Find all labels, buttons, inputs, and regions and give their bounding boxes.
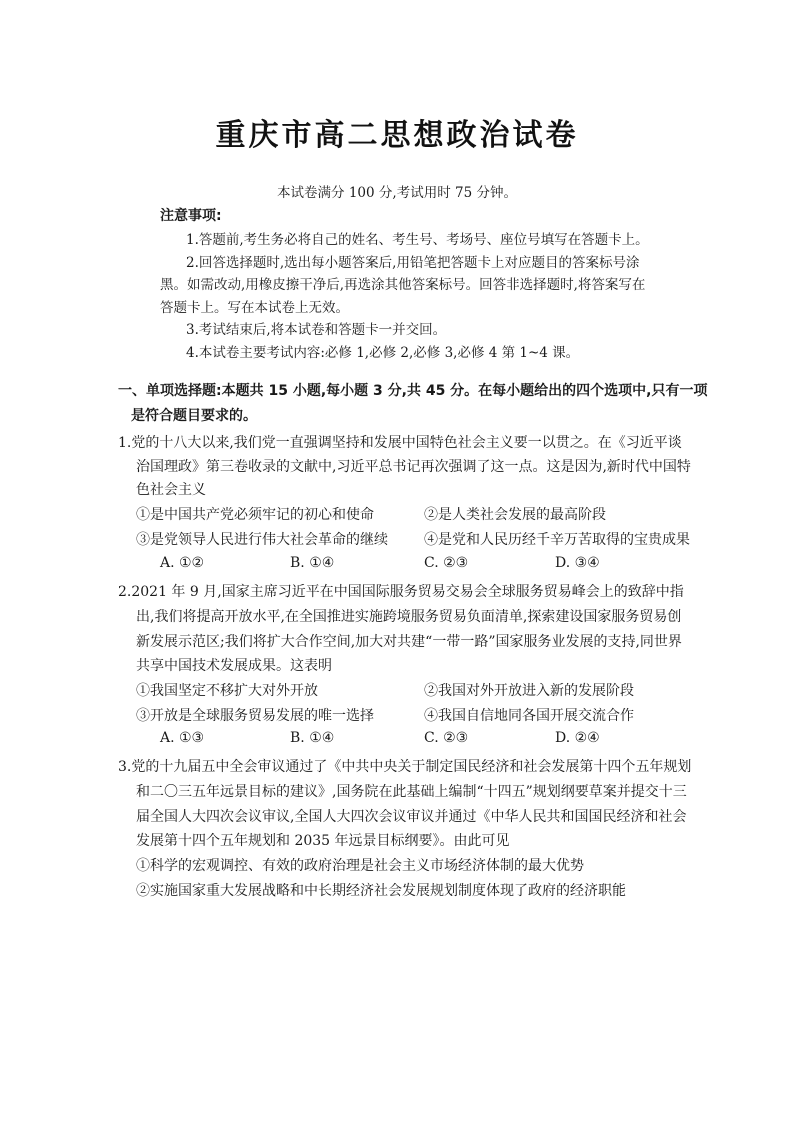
exam-title: 重庆市高二思想政治试卷 [215,118,579,153]
question-1-choice-d: D. ③④ [555,555,600,571]
question-1-choice-a: A. ①② [160,555,205,571]
question-1-stem: 1.党的十八大以来,我们党一直强调坚持和发展中国特色社会主义要一以贯之。在《习近平谈 [118,435,682,451]
question-2-choice-d: D. ②④ [555,730,600,746]
notice-line: 3.考试结束后,将本试卷和答题卡一并交回。 [186,322,447,338]
question-2-choice-a: A. ①③ [160,730,205,746]
question-1-item: ①是中国共产党必须牢记的初心和使命 [136,507,374,523]
question-1-stem: 色社会主义 [136,482,206,498]
question-3-item: ①科学的宏观调控、有效的政府治理是社会主义市场经济体制的最大优势 [136,858,584,874]
question-2-stem: 共享中国技术发展成果。这表明 [136,658,332,674]
question-2-stem: 出,我们将提高开放水平,在全国推进实施跨境服务贸易负面清单,探索建设国家服务贸易创 [136,609,682,625]
question-2-item: ①我国坚定不移扩大对外开放 [136,683,318,699]
question-2-stem: 新发展示范区;我们将扩大合作空间,加大对共建“一带一路”国家服务业发展的支持,同世界 [136,634,682,650]
question-1-item: ④是党和人民历经千辛万苦取得的宝贵成果 [424,532,690,548]
question-3-stem: 和二〇三五年远景目标的建议》,国务院在此基础上编制“十四五”规划纲要草案并提交十三 [136,784,687,800]
exam-subtitle: 本试卷满分 100 分,考试用时 75 分钟。 [277,185,517,201]
question-2-item: ③开放是全球服务贸易发展的唯一选择 [136,708,374,724]
question-2-item: ②我国对外开放进入新的发展阶段 [424,683,634,699]
question-2-choice-b: B. ①④ [290,730,335,746]
question-3-stem: 3.党的十九届五中全会审议通过了《中共中央关于制定国民经济和社会发展第十四个五年规划 [118,759,692,775]
question-1-item: ②是人类社会发展的最高阶段 [424,507,606,523]
question-3-stem: 发展第十四个五年规划和 2035 年远景目标纲要》。由此可见 [136,833,510,849]
question-3-item: ②实施国家重大发展战略和中长期经济社会发展规划制度体现了政府的经济职能 [136,883,626,899]
notice-heading: 注意事项: [160,208,222,224]
question-3-stem: 届全国人大四次会议审议,全国人大四次会议审议并通过《中华人民共和国国民经济和社会 [136,809,687,825]
question-1-choice-b: B. ①④ [290,555,335,571]
notice-line: 答题卡上。写在本试卷上无效。 [160,300,349,316]
notice-line: 4.本试卷主要考试内容:必修 1,必修 2,必修 3,必修 4 第 1~4 课。 [186,345,580,361]
notice-line: 黑。如需改动,用橡皮擦干净后,再选涂其他答案标号。回答非选择题时,将答案写在 [160,277,646,293]
notice-line: 1.答题前,考生务必将自己的姓名、考生号、考场号、座位号填写在答题卡上。 [186,232,649,248]
question-1-stem: 治国理政》第三卷收录的文献中,习近平总书记再次强调了这一点。这是因为,新时代中国特 [136,459,691,475]
question-2-item: ④我国自信地同各国开展交流合作 [424,708,634,724]
question-1-item: ③是党领导人民进行伟大社会革命的继续 [136,532,388,548]
notice-line: 2.回答选择题时,选出每小题答案后,用铅笔把答题卡上对应题目的答案标号涂 [186,255,640,271]
question-1-choice-c: C. ②③ [424,555,469,571]
question-2-choice-c: C. ②③ [424,730,469,746]
question-2-stem: 2.2021 年 9 月,国家主席习近平在中国国际服务贸易交易会全球服务贸易峰会上的致辞中指 [118,584,684,600]
section-heading-cont: 是符合题目要求的。 [131,408,257,424]
section-heading: 一、单项选择题:本题共 15 小题,每小题 3 分,共 45 分。在每小题给出的四个选项中,只有一项 [118,383,708,399]
